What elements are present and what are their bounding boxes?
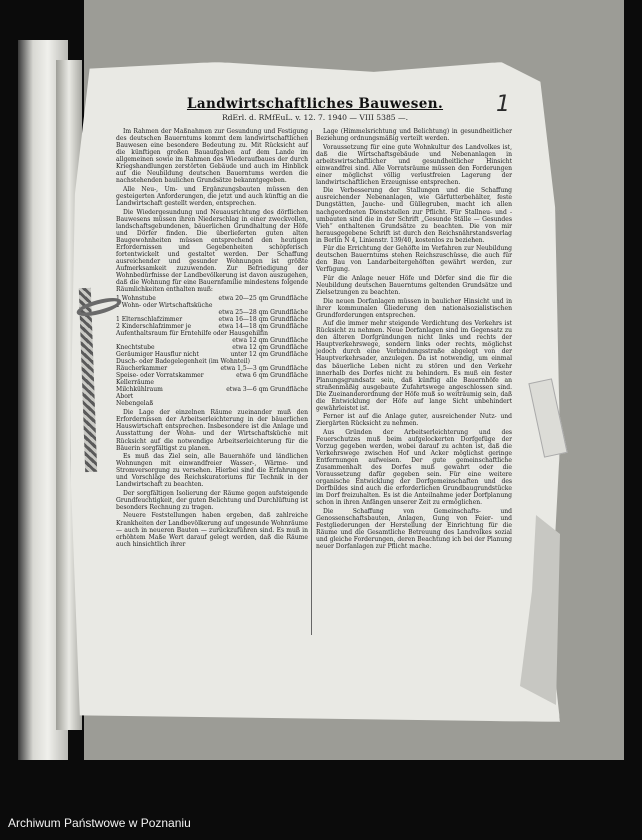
left-paragraph: Es muß das Ziel sein, alle Bauernhöfe und ländlichen Wohnungen mit einwandfreier Wasser-, Wärme- und Stromversorgung zu versehen. Hierbei sind die Erfahrungen und Vorschläge des Reichskuratoriums für Technik in der Landwirtschaft zu beachten. <box>116 453 308 489</box>
left-paragraph: Die Lage der einzelnen Räume zueinander muß den Erfordernissen der Arbeitserleichterung in der bäuerlichen Hauswirtschaft entsprechen. Insbesondere ist die Anlage und Ausstattung der Wohn- und der Wirtschaftsküche mit Rücksicht auf die notwendige Arbeitserleichterung für die Bäuerin sorgfältigst zu planen. <box>116 409 308 452</box>
right-paragraph: Die Schaffung von Gemeinschafts- und Genossenschaftsbauten, Anlagen, Gung von Feier- und Festgliederungen der Herstellung der Einrichtung für die Räume und die Gesamtliche Betreuung des Landvolkes sozial und gleiche Forderungen, deren Beachtung ich bei der Planung neuer Dorfanlagen zur Pflicht mache. <box>316 507 512 551</box>
room-list <box>116 295 308 408</box>
room-item: Dusch- oder Badegelegenheit (im Wohnteil) <box>116 358 250 365</box>
room-item: Knechtstube etwa 12 qm Grundfläche <box>116 343 308 351</box>
room-item: etwa 12 qm Grundfläche <box>232 336 308 344</box>
right-paragraph: Aus Gründen der Arbeitserleichterung und des Feuerschutzes muß beim aufgelockerten Dorfgefüge der Vorzug gegeben werden, wobei darauf zu achten ist, daß die Verkehrswege zwischen Hof und Acker möglichst geringe Entfernungen aufweisen. Der gute gemeinschaftliche Zusammenhalt des Dorfes muß gewahrt oder die Voraussetzung dafür gegeben sein. Für eine weitere organische Entwicklung der Dorfgemeinschaften und des Dorfbildes sind auch die erforderlichen Grundbaugrundstücke im Dorf freizuhalten. Es ist die Anteilnahme jeder Dorfplanung schon in ihren Anfängen unserer Zeit zu ermöglichen. <box>316 428 512 507</box>
room-item: Nebengelaß <box>116 400 154 408</box>
right-paragraph: Für die Errichtung der Gehöfte im Verfahren zur Neubildung deutschen Bauerntums stehen Reichszuschüsse, die auch für den Bau von Landarbeitergehöften gewährt werden, zur Verfügung. <box>316 245 512 274</box>
left-paragraph: Der sorgfältigen Isolierung der Räume gegen aufsteigende Grundfeuchtigkeit, der guten Belichtung und Durchlüftung ist besonders Rechnung zu tragen. <box>116 489 308 511</box>
left-paragraph: Im Rahmen der Maßnahmen zur Gesundung und Festigung des deutschen Bauerntums kommt dem landwirtschaftlichen Bauwesen eine besondere Bedeutung zu. Mit Rücksicht auf die künftigen großen Bauaufgaben auf dem Lande im allgemeinen sowie im Rahmen des Wiederaufbaues der durch Kriegshandlungen zerstörten Gebäude und auch im Hinblick auf die Neubildung deutschen Bauerntums werden die nachstehenden baulichen Grundsätze bekanntgegeben. <box>116 128 308 185</box>
room-item: Räucherkammer etwa 1,5—3 qm Grundfläche <box>116 365 308 373</box>
room-item: etwa 25—28 qm Grundfläche <box>218 308 308 316</box>
room-item: 1 Wohn- oder Wirtschaftsküche <box>116 301 213 309</box>
left-paragraph: Die Wiedergesundung und Neuausrichtung des dörflichen Bauwesens müssen ihren Niederschlag in einer zweckvollen, landschaftsgebundenen, bäuerlichen Grundhaltung der Höfe und Dörfer finden. Die überlieferten guten alten Baugewohnheiten müssen entsprechend den heutigen Erfordernissen und Gegebenheiten schöpferisch fortentwickelt und gestaltet werden. Der Schaffung ausreichender und gesunder Wohnungen ist größte Aufmerksamkeit zuzuwenden. Zur Befriedigung der Wohnbedürfnisse der Landbevölkerung ist davon auszugehen, daß die Wohnung für eine Bauernfamilie mindestens folgende Räumlichkeiten enthalten muß: <box>116 208 308 294</box>
room-item: 1 Elternschlafzimmer etwa 16—18 qm Grundfläche <box>116 315 308 323</box>
right-paragraph: Lage (Himmelsrichtung und Belichtung) in gesundheitlicher Beziehung ordnungsmäßig verteilt werden. <box>316 128 512 143</box>
room-item: Kellerräume <box>116 379 154 387</box>
right-paragraph: Die neuen Dorfanlagen müssen in baulicher Hinsicht und in ihrer kommunalen Gliederung den nationalsozialistischen Grundforderungen entsprechen. <box>316 297 512 319</box>
room-item: 1 Wohnstube etwa 20—25 qm Grundfläche <box>116 294 308 302</box>
right-paragraph: Auf die immer mehr steigende Verdichtung des Verkehrs ist Rücksicht zu nehmen. Neue Dorfanlagen sind im Gegensatz zu den älteren Dorfgründungen nicht links und rechts der Hauptverkehrswege, sondern links oder rechts, möglichst jedoch durch eine Verbindungsstraße abgelegt von der Hauptverkehrsader, anzulegen. Da ist notwendig, um einmal das bäuerliche Leben nicht zu stören und den Verkehr innerhalb des Dorfes nicht zu behindern. Es muß ein fester Planungsgrundsatz sein, daß künftig alle Bauernhöfe an straßenmäßig ausgebaute Zufahrtswege angeschlossen sind. Die Zueinanderordnung der Höfe muß so weiträumig sein, daß die Entwicklung der Höfe auf lange Sicht unbehindert gewährleistet ist. <box>316 320 512 412</box>
room-item: Aufenthaltsraum für Erntehilfe oder Hausgehilfin <box>116 329 268 337</box>
archive-label: Archiwum Państwowe w Poznaniu <box>8 816 191 830</box>
handwritten-page-number: 1 <box>496 92 510 117</box>
left-paragraph: Neuere Feststellungen haben ergeben, daß zahlreiche Krankheiten der Landbevölkerung auf ungesunde Wohnräume — auch in neueren Bauten — zurückzuführen sind. Es muß in erhöhtem Maße Wert darauf gelegt werden, daß die Räume auch hinsichtlich ihrer <box>116 512 308 548</box>
document-title: Landwirtschaftliches Bauwesen. <box>186 96 444 112</box>
right-paragraph: Voraussetzung für eine gute Wohnkultur des Landvolkes ist, daß die Wirtschaftsgebäude und Nebenanlagen in arbeitswirtschaftlicher und gesundheitlicher Hinsicht einwandfrei sind. Alle Vorratsräume müssen den Forderungen einer möglichst völlig verlustfreien Lagerung der landwirtschaftlichen Erzeugnisse entsprechen. <box>316 143 512 186</box>
right-paragraph: Die Verbesserung der Stallungen und die Schaffung ausreichender Nebenanlagen, wie Gärfutterbehälter, feste Dungstätten, Jauche- und Güllegruben, macht ich allen nachgeordneten Dienststellen zur Pflicht. Für Stallneu- und -umbauten sind die in der Schrift „Gesunde Ställe — Gesundes Vieh“ enthaltenen Grundsätze zu beachten. Die von mir herausgegebene Schrift ist durch den Reichsnährstandsverlag in Berlin N 4, Linienstr. 139/40, kostenlos zu beziehen. <box>316 187 512 244</box>
right-paragraph: Für die Anlage neuer Höfe und Dörfer sind die für die Neubildung deutschen Bauerntums geltenden Grundsätze und Zielsetzungen zu beachten. <box>316 274 512 297</box>
room-item: Geräumiger Hausflur nicht unter 12 qm Grundfläche <box>116 350 308 358</box>
right-paragraph: Ferner ist auf die Anlage guter, ausreichender Nutz- und Ziergärten Rücksicht zu nehmen. <box>316 413 512 428</box>
left-column <box>116 128 308 549</box>
left-paragraph: Alle Neu-, Um- und Ergänzungsbauten müssen den gesteigerten Anforderungen, die jetzt und auch künftig an die Landwirtschaft gestellt werden, entsprechen. <box>116 185 308 207</box>
right-column <box>316 128 512 552</box>
room-item: Speise- oder Vorratskammer etwa 6 qm Grundfläche <box>116 372 308 380</box>
room-item: Abort <box>116 393 134 401</box>
column-divider <box>311 130 312 635</box>
room-item: 2 Kinderschlafzimmer je etwa 14—18 qm Grundfläche <box>116 322 308 330</box>
room-item: Milchkühlraum etwa 3—6 qm Grundfläche <box>116 386 308 394</box>
document-reference: RdErl. d. RMfEuL. v. 12. 7. 1940 — VIII 5385 —. <box>221 113 409 122</box>
